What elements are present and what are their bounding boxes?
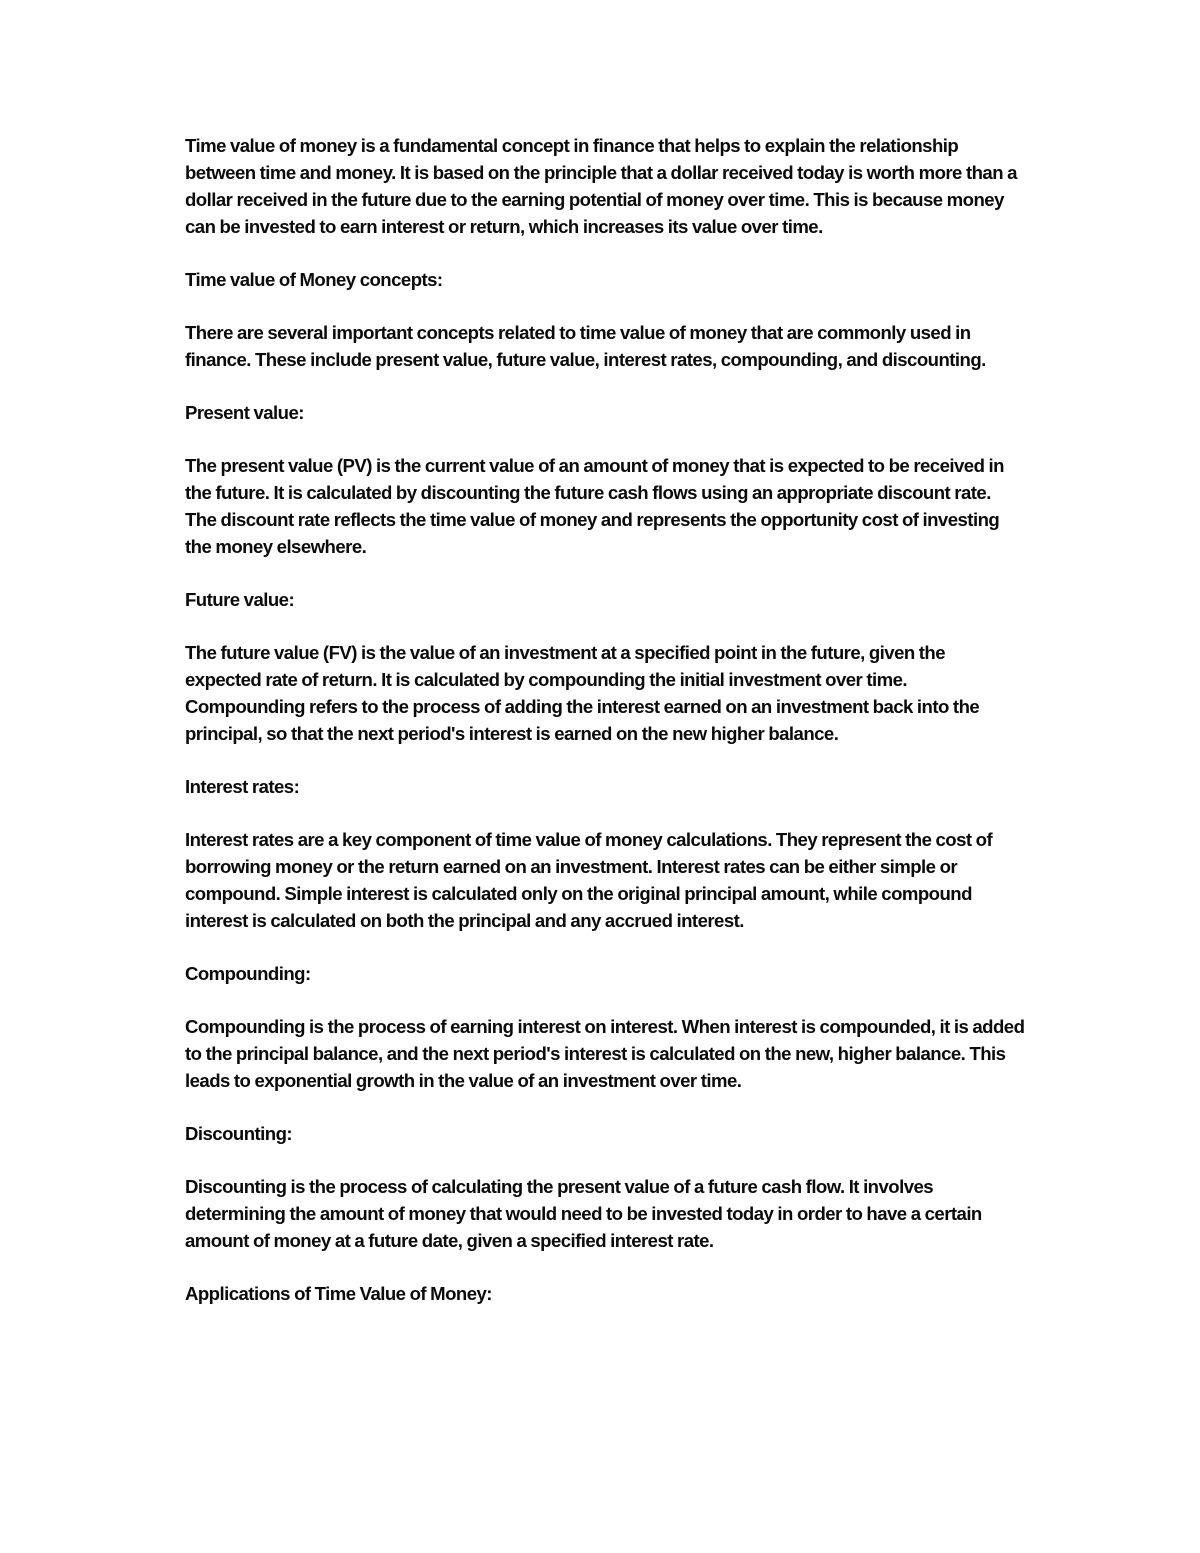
- discounting-paragraph: Discounting is the process of calculating the present value of a future cash flow. It involves determining the amount of money that would need to be invested today in order to have a certain amount of money at a future date, given a specified interest rate.: [185, 1176, 982, 1251]
- intro-paragraph: Time value of money is a fundamental concept in finance that helps to explain the relationship between time and money. It is based on the principle that a dollar received today is worth more than a dollar received in the future due to the earning potential of money over time. This is because money can be invested to earn interest or return, which increases its value over time.: [185, 135, 1017, 237]
- section-heading-applications: Applications of Time Value of Money:: [185, 1283, 492, 1304]
- document-body: [185, 132, 1025, 1333]
- section-heading-compounding: Compounding:: [185, 963, 311, 984]
- concepts-paragraph: There are several important concepts related to time value of money that are commonly used in finance. These include present value, future value, interest rates, compounding, and discounting.: [185, 322, 986, 370]
- section-heading-discounting: Discounting:: [185, 1123, 293, 1144]
- present-value-paragraph: The present value (PV) is the current value of an amount of money that is expected to be received in the future. It is calculated by discounting the future cash flows using an appropriate discount rate. The discount rate reflects the time value of money and represents the opportunity cost of investing the money elsewhere.: [185, 455, 1004, 557]
- compounding-paragraph: Compounding is the process of earning interest on interest. When interest is compounded, it is added to the principal balance, and the next period's interest is calculated on the new, higher balance. This leads to exponential growth in the value of an investment over time.: [185, 1016, 1025, 1091]
- future-value-paragraph: The future value (FV) is the value of an investment at a specified point in the future, given the expected rate of return. It is calculated by compounding the initial investment over time. Compounding refers to the process of adding the interest earned on an investment back into the principal, so that the next period's interest is earned on the new higher balance.: [185, 642, 980, 744]
- section-heading-tvm-concepts: Time value of Money concepts:: [185, 269, 443, 290]
- section-heading-future-value: Future value:: [185, 589, 295, 610]
- section-heading-interest-rates: Interest rates:: [185, 776, 300, 797]
- section-heading-present-value: Present value:: [185, 402, 304, 423]
- interest-rates-paragraph: Interest rates are a key component of time value of money calculations. They represent the cost of borrowing money or the return earned on an investment. Interest rates can be either simple or compound. Simple interest is calculated only on the original principal amount, while compound interest is calculated on both the principal and any accrued interest.: [185, 829, 993, 931]
